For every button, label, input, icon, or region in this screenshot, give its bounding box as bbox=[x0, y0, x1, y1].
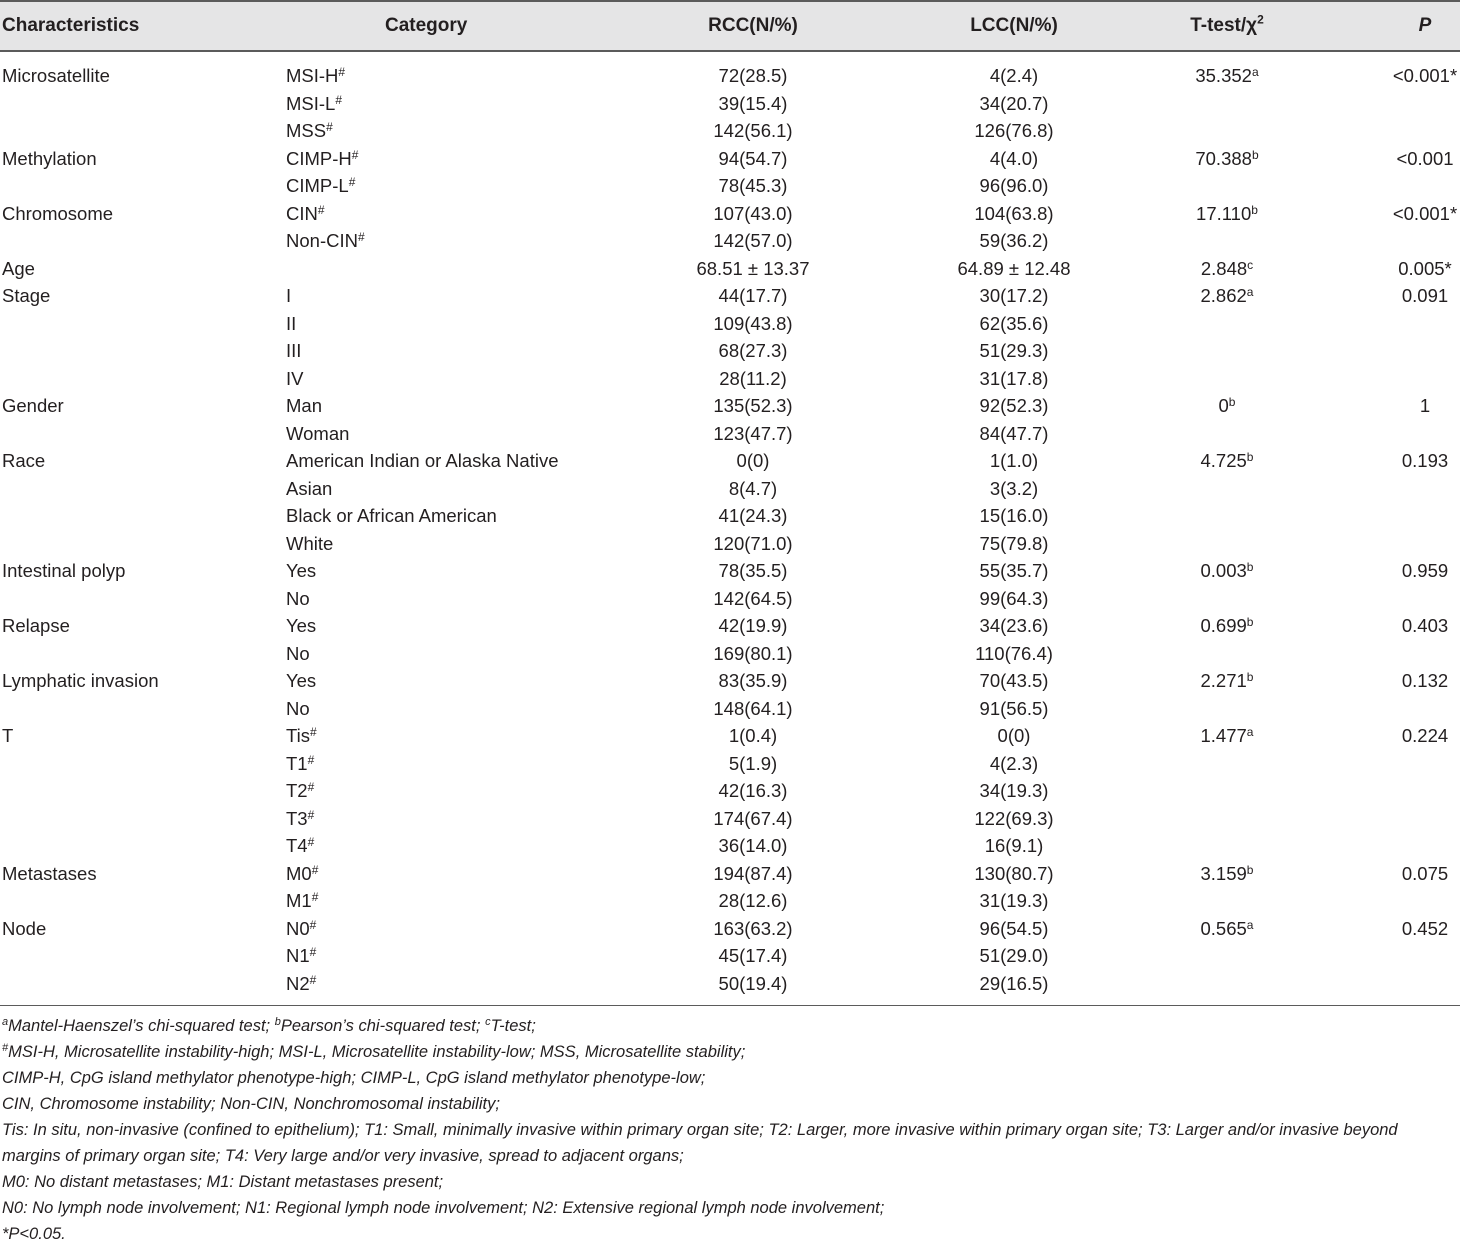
cell-category bbox=[286, 117, 333, 145]
table-row bbox=[0, 887, 1460, 915]
cell-category-text: Non-CIN bbox=[286, 230, 358, 251]
cell-category-sup: # bbox=[307, 780, 315, 794]
cell-category bbox=[286, 310, 296, 338]
cell-p-value: <0.001* bbox=[1392, 202, 1458, 224]
cell-lcc: 126(76.8) bbox=[974, 120, 1054, 141]
cell-rcc: 142(64.5) bbox=[713, 587, 793, 609]
cell-test-sup: a bbox=[1251, 65, 1259, 79]
cell-rcc: 109(43.8) bbox=[713, 312, 793, 334]
cell-rcc: 78(45.3) bbox=[718, 175, 788, 196]
cell-test-value: 2.848 bbox=[1200, 257, 1248, 279]
cell-category bbox=[286, 777, 314, 805]
cell-test-statistic bbox=[1201, 282, 1254, 310]
cell-category bbox=[286, 915, 316, 943]
cell-test-sup: b bbox=[1251, 147, 1259, 162]
cell-lcc: 34(19.3) bbox=[979, 780, 1049, 801]
cell-category bbox=[286, 942, 316, 970]
table-row bbox=[0, 337, 1460, 365]
cell-lcc: 64.89 ± 12.48 bbox=[957, 257, 1071, 279]
cell-characteristic: Gender bbox=[2, 395, 64, 416]
cell-lcc: 91(56.5) bbox=[979, 697, 1049, 719]
table-header bbox=[0, 0, 1460, 52]
cell-test-sup: b bbox=[1251, 202, 1258, 217]
footnote-b-sup: b bbox=[274, 1016, 281, 1028]
cell-test-statistic bbox=[1201, 722, 1254, 750]
cell-lcc: 99(64.3) bbox=[979, 587, 1049, 609]
cell-rcc: 28(11.2) bbox=[719, 367, 787, 389]
footnote-a-sup: a bbox=[2, 1016, 9, 1028]
table-row bbox=[0, 695, 1460, 723]
cell-category-text: White bbox=[286, 532, 334, 554]
cell-p-value: 0.091 bbox=[1401, 285, 1449, 306]
header-lcc: LCC(N/%) bbox=[970, 15, 1058, 36]
cell-category-text: No bbox=[286, 587, 310, 609]
cell-lcc: 96(54.5) bbox=[979, 917, 1049, 939]
cell-lcc: 130(80.7) bbox=[974, 862, 1054, 884]
cell-category-text: IV bbox=[286, 367, 304, 389]
cell-test-value: 17.110 bbox=[1196, 202, 1252, 224]
footnote-metastases: M0: No distant metastases; M1: Distant metastases present; bbox=[2, 1173, 444, 1191]
cell-characteristic: Intestinal polyp bbox=[2, 560, 126, 581]
cell-lcc: 96(96.0) bbox=[979, 175, 1049, 196]
cell-category bbox=[286, 282, 291, 310]
cell-p-value: 0.452 bbox=[1401, 917, 1449, 939]
cell-lcc: 4(2.4) bbox=[989, 65, 1039, 86]
cell-rcc: 8(4.7) bbox=[728, 477, 778, 499]
cell-lcc: 51(29.3) bbox=[979, 340, 1049, 361]
cell-rcc: 169(80.1) bbox=[713, 642, 793, 664]
cell-rcc: 148(64.1) bbox=[713, 697, 793, 719]
cell-category-sup: # bbox=[309, 917, 317, 932]
table-row bbox=[0, 722, 1460, 750]
table-row bbox=[0, 200, 1460, 228]
cell-rcc: 107(43.0) bbox=[713, 202, 793, 224]
table-row bbox=[0, 502, 1460, 530]
cell-category-text: I bbox=[286, 285, 292, 306]
cell-category bbox=[286, 887, 318, 915]
table-footnotes bbox=[2, 1013, 1458, 1247]
table-row bbox=[0, 227, 1460, 255]
cell-test-value: 70.388 bbox=[1195, 147, 1252, 169]
cell-category bbox=[286, 585, 310, 613]
cell-test-statistic bbox=[1201, 667, 1254, 695]
cell-category bbox=[286, 970, 316, 998]
cell-p-value: 0.075 bbox=[1401, 862, 1449, 884]
table-row bbox=[0, 805, 1460, 833]
cell-test-value: 4.725 bbox=[1200, 450, 1247, 471]
cell-test-statistic bbox=[1195, 145, 1258, 173]
cell-rcc: 45(17.4) bbox=[718, 945, 788, 966]
cell-category-text: M0 bbox=[286, 862, 312, 884]
cell-category-text: CIMP-L bbox=[286, 175, 349, 196]
cell-p-value: <0.001 bbox=[1396, 147, 1454, 169]
cell-category-sup: # bbox=[317, 202, 325, 217]
header-p: P bbox=[1418, 15, 1432, 36]
cell-test-statistic bbox=[1201, 447, 1254, 475]
cell-rcc: 28(12.6) bbox=[718, 890, 788, 911]
header-rcc: RCC(N/%) bbox=[708, 15, 798, 36]
cell-category-text: III bbox=[286, 340, 302, 361]
cell-category-text: II bbox=[286, 312, 297, 334]
footnote-msi bbox=[2, 1039, 1458, 1065]
cell-lcc: 30(17.2) bbox=[979, 285, 1049, 306]
cell-rcc: 39(15.4) bbox=[718, 92, 788, 114]
cell-category-text: American Indian or Alaska Native bbox=[286, 450, 559, 471]
footnote-cimp: CIMP-H, CpG island methylator phenotype-high; CIMP-L, CpG island methylator phenotype-low; bbox=[2, 1069, 706, 1087]
cell-test-statistic bbox=[1219, 392, 1236, 420]
cell-rcc: 120(71.0) bbox=[713, 532, 793, 554]
cell-category-sup: # bbox=[357, 230, 365, 244]
cell-category-text: N0 bbox=[286, 917, 310, 939]
cell-rcc: 174(67.4) bbox=[713, 807, 793, 829]
cell-test-value: 3.159 bbox=[1200, 862, 1247, 884]
cell-category-text: Asian bbox=[286, 477, 333, 499]
cell-category-sup: # bbox=[307, 752, 315, 767]
cell-test-sup: b bbox=[1228, 395, 1236, 409]
cell-category-text: Yes bbox=[286, 560, 317, 581]
cell-rcc: 36(14.0) bbox=[718, 835, 788, 856]
cell-p-value: 1 bbox=[1419, 395, 1431, 416]
cell-p-value: 0.403 bbox=[1401, 615, 1449, 636]
header-characteristics: Characteristics bbox=[2, 15, 140, 36]
cell-lcc: 59(36.2) bbox=[979, 230, 1049, 251]
table-row bbox=[0, 447, 1460, 475]
cell-test-statistic bbox=[1195, 62, 1258, 90]
table-row bbox=[0, 145, 1460, 173]
cell-test-sup: b bbox=[1246, 670, 1254, 684]
cell-lcc: 1(1.0) bbox=[989, 450, 1039, 471]
cell-lcc: 3(3.2) bbox=[989, 477, 1039, 499]
cell-category-sup: # bbox=[351, 147, 359, 162]
table-row bbox=[0, 860, 1460, 888]
cell-p-value: 0.132 bbox=[1401, 670, 1449, 691]
cell-lcc: 110(76.4) bbox=[975, 642, 1053, 664]
cell-rcc: 123(47.7) bbox=[713, 422, 793, 444]
cell-lcc: 34(20.7) bbox=[979, 92, 1049, 114]
cell-category-sup: # bbox=[335, 92, 343, 107]
table-row bbox=[0, 557, 1460, 585]
cell-test-value: 0.565 bbox=[1200, 917, 1247, 939]
cell-characteristic: Microsatellite bbox=[2, 65, 110, 86]
table-row bbox=[0, 172, 1460, 200]
cell-rcc: 44(17.7) bbox=[718, 285, 788, 306]
cell-test-statistic bbox=[1201, 612, 1254, 640]
cell-category bbox=[286, 502, 497, 530]
table-row bbox=[0, 915, 1460, 943]
cell-p-value: <0.001* bbox=[1392, 65, 1458, 86]
cell-category bbox=[286, 420, 349, 448]
table-row bbox=[0, 62, 1460, 90]
table-body bbox=[0, 62, 1460, 997]
table-row bbox=[0, 310, 1460, 338]
table-row bbox=[0, 667, 1460, 695]
cell-category-text: Black or African American bbox=[286, 505, 497, 526]
cell-category bbox=[286, 722, 317, 750]
cell-test-value: 0.003 bbox=[1200, 560, 1247, 581]
table-row bbox=[0, 365, 1460, 393]
cell-category bbox=[286, 365, 303, 393]
cell-characteristic: T bbox=[2, 725, 14, 746]
cell-characteristic: Race bbox=[2, 450, 46, 471]
cell-test-statistic bbox=[1201, 557, 1254, 585]
cell-rcc: 5(1.9) bbox=[728, 752, 778, 774]
cell-test-value: 2.862 bbox=[1200, 285, 1247, 306]
cell-category bbox=[286, 62, 345, 90]
cell-category-text: N1 bbox=[286, 945, 310, 966]
footnote-cin: CIN, Chromosome instability; Non-CIN, Nonchromosomal instability; bbox=[2, 1095, 500, 1113]
cell-p-value: 0.224 bbox=[1401, 725, 1449, 746]
cell-characteristic: Age bbox=[2, 257, 35, 279]
cell-rcc: 135(52.3) bbox=[713, 395, 793, 416]
table-row bbox=[0, 392, 1460, 420]
cell-characteristic: Chromosome bbox=[2, 202, 114, 224]
cell-test-statistic bbox=[1201, 255, 1253, 283]
cell-test-sup: b bbox=[1246, 560, 1254, 574]
footnote-significance: *P<0.05. bbox=[2, 1225, 66, 1243]
cell-p-value: 0.005* bbox=[1398, 257, 1452, 279]
cell-test-statistic bbox=[1201, 915, 1254, 943]
cell-lcc: 31(17.8) bbox=[979, 367, 1049, 389]
cell-rcc: 68.51 ± 13.37 bbox=[696, 257, 810, 279]
cell-rcc: 72(28.5) bbox=[718, 65, 788, 86]
cell-test-sup: a bbox=[1246, 725, 1254, 739]
table-row bbox=[0, 90, 1460, 118]
cell-rcc: 0(0) bbox=[736, 450, 770, 471]
cell-rcc: 1(0.4) bbox=[728, 725, 778, 746]
cell-category-text: T4 bbox=[286, 835, 308, 856]
footnote-tests bbox=[2, 1013, 1458, 1039]
table-row bbox=[0, 475, 1460, 503]
cell-p-value: 0.959 bbox=[1401, 560, 1449, 581]
cell-test-statistic bbox=[1196, 200, 1258, 228]
cell-test-value: 0.699 bbox=[1200, 615, 1247, 636]
cell-characteristic: Lymphatic invasion bbox=[2, 670, 159, 691]
cell-category-text: T3 bbox=[286, 807, 308, 829]
cell-test-statistic bbox=[1201, 860, 1254, 888]
cell-lcc: 62(35.6) bbox=[979, 312, 1049, 334]
cell-category bbox=[286, 200, 325, 228]
cell-category bbox=[286, 530, 333, 558]
header-test-label: T-test/χ bbox=[1190, 15, 1258, 36]
table-row bbox=[0, 585, 1460, 613]
cell-category bbox=[286, 640, 310, 668]
cell-category-sup: # bbox=[311, 862, 319, 877]
cell-category bbox=[286, 475, 332, 503]
cell-lcc: 31(19.3) bbox=[979, 890, 1049, 911]
cell-category-text: M1 bbox=[286, 890, 312, 911]
table-row bbox=[0, 750, 1460, 778]
cell-category bbox=[286, 392, 322, 420]
cell-category-text: N2 bbox=[286, 972, 310, 994]
cell-rcc: 163(63.2) bbox=[713, 917, 793, 939]
cell-lcc: 16(9.1) bbox=[984, 835, 1044, 856]
cell-test-sup: b bbox=[1246, 862, 1254, 877]
header-test-sup: 2 bbox=[1257, 12, 1264, 27]
table-row bbox=[0, 420, 1460, 448]
cell-category bbox=[286, 145, 358, 173]
cell-rcc: 78(35.5) bbox=[718, 560, 788, 581]
cell-category-sup: # bbox=[307, 835, 315, 849]
cell-category bbox=[286, 750, 314, 778]
cell-characteristic: Methylation bbox=[2, 147, 97, 169]
cell-test-sup: b bbox=[1246, 450, 1254, 464]
cell-test-sup: a bbox=[1246, 917, 1254, 932]
cell-category-text: MSI-H bbox=[286, 65, 339, 86]
cell-category bbox=[286, 337, 301, 365]
cell-lcc: 84(47.7) bbox=[979, 422, 1049, 444]
cell-lcc: 15(16.0) bbox=[979, 505, 1049, 526]
cell-test-value: 0 bbox=[1218, 395, 1229, 416]
table-row bbox=[0, 640, 1460, 668]
cell-characteristic: Stage bbox=[2, 285, 51, 306]
cell-rcc: 41(24.3) bbox=[718, 505, 788, 526]
cell-category bbox=[286, 172, 355, 200]
cell-lcc: 92(52.3) bbox=[979, 395, 1049, 416]
cell-characteristic: Relapse bbox=[2, 615, 70, 636]
cell-category bbox=[286, 557, 316, 585]
cell-rcc: 142(57.0) bbox=[713, 230, 793, 251]
cell-lcc: 55(35.7) bbox=[979, 560, 1049, 581]
cell-lcc: 70(43.5) bbox=[979, 670, 1049, 691]
cell-category-sup: # bbox=[307, 807, 315, 822]
cell-category bbox=[286, 612, 316, 640]
table-row bbox=[0, 117, 1460, 145]
cell-characteristic: Node bbox=[2, 917, 47, 939]
footnote-c: T-test; bbox=[490, 1017, 536, 1035]
cell-rcc: 194(87.4) bbox=[713, 862, 793, 884]
cell-category-sup: # bbox=[326, 120, 333, 134]
cell-category-text: Yes bbox=[286, 615, 317, 636]
cell-p-value: 0.193 bbox=[1401, 450, 1449, 471]
footnote-hash-sup: # bbox=[2, 1042, 9, 1054]
footnote-b: Pearson’s chi-squared test; bbox=[280, 1017, 486, 1035]
footnote-msi-text: MSI-H, Microsatellite instability-high; MSI-L, Microsatellite instability-low; MSS, Microsatellite stability; bbox=[8, 1043, 746, 1061]
cell-category-text: T1 bbox=[286, 752, 308, 774]
cell-category-text: T2 bbox=[286, 780, 308, 801]
table-row bbox=[0, 970, 1460, 998]
cell-category-sup: # bbox=[311, 890, 319, 904]
cell-category bbox=[286, 90, 342, 118]
header-category: Category bbox=[385, 15, 468, 36]
cell-category bbox=[286, 227, 365, 255]
table-row bbox=[0, 282, 1460, 310]
cell-test-sup: a bbox=[1246, 285, 1254, 299]
cell-lcc: 4(2.3) bbox=[989, 752, 1039, 774]
cell-category bbox=[286, 695, 310, 723]
cell-category bbox=[286, 447, 559, 475]
cell-rcc: 94(54.7) bbox=[718, 147, 788, 169]
table-row bbox=[0, 530, 1460, 558]
cell-lcc: 4(4.0) bbox=[989, 147, 1039, 169]
cell-category-text: Yes bbox=[286, 670, 317, 691]
cell-test-value: 35.352 bbox=[1195, 65, 1252, 86]
cell-rcc: 42(16.3) bbox=[718, 780, 788, 801]
cell-lcc: 34(23.6) bbox=[979, 615, 1049, 636]
cell-category bbox=[286, 667, 316, 695]
cell-rcc: 42(19.9) bbox=[718, 615, 788, 636]
footnote-a: Mantel-Haenszel’s chi-squared test; bbox=[8, 1017, 275, 1035]
footnote-node: N0: No lymph node involvement; N1: Regional lymph node involvement; N2: Extensive regional lymph node involvement; bbox=[2, 1199, 885, 1217]
cell-category-sup: # bbox=[338, 65, 346, 79]
cell-category-text: CIN bbox=[286, 202, 318, 224]
cell-characteristic: Metastases bbox=[2, 862, 97, 884]
cell-category-sup: # bbox=[309, 972, 317, 987]
cell-category bbox=[286, 832, 314, 860]
cell-category-text: MSS bbox=[286, 120, 327, 141]
table-row bbox=[0, 777, 1460, 805]
cell-test-value: 2.271 bbox=[1200, 670, 1247, 691]
cell-test-value: 1.477 bbox=[1200, 725, 1247, 746]
cell-rcc: 83(35.9) bbox=[718, 670, 788, 691]
cell-test-sup: c bbox=[1247, 257, 1254, 272]
cell-category-text: No bbox=[286, 642, 310, 664]
cell-category-sup: # bbox=[309, 945, 317, 959]
cell-category bbox=[286, 805, 314, 833]
cell-category-sup: # bbox=[348, 175, 356, 189]
cell-category-sup: # bbox=[309, 725, 317, 739]
footnote-tstage: Tis: In situ, non-invasive (confined to epithelium); T1: Small, minimally invasive within primary organ site; T2: Larger, more invasive within primary organ site; T3: Larger and/or invasive beyond margins of primary organ site; T4: Very large and/or very invasive, spread to adjacent organs; bbox=[2, 1121, 1398, 1165]
cell-category-text: Woman bbox=[286, 422, 350, 444]
cell-category-text: No bbox=[286, 697, 310, 719]
header-test bbox=[1190, 14, 1264, 38]
cell-category-text: Man bbox=[286, 395, 322, 416]
table-row bbox=[0, 832, 1460, 860]
cell-lcc: 51(29.0) bbox=[979, 945, 1049, 966]
cell-category-text: Tis bbox=[286, 725, 310, 746]
cell-category-text: CIMP-H bbox=[286, 147, 352, 169]
cell-category-text: MSI-L bbox=[286, 92, 336, 114]
cell-rcc: 50(19.4) bbox=[718, 972, 788, 994]
cell-lcc: 75(79.8) bbox=[979, 532, 1049, 554]
cell-lcc: 104(63.8) bbox=[974, 202, 1054, 224]
cell-lcc: 0(0) bbox=[997, 725, 1031, 746]
cell-lcc: 29(16.5) bbox=[979, 972, 1049, 994]
cell-test-sup: b bbox=[1246, 615, 1254, 629]
footnote-c-sup: c bbox=[485, 1016, 491, 1028]
table-row bbox=[0, 612, 1460, 640]
cell-rcc: 142(56.1) bbox=[713, 120, 793, 141]
cell-rcc: 68(27.3) bbox=[718, 340, 788, 361]
cell-lcc: 122(69.3) bbox=[974, 807, 1054, 829]
table-row bbox=[0, 255, 1460, 283]
table-bottom-rule bbox=[0, 1005, 1460, 1006]
table-row bbox=[0, 942, 1460, 970]
cell-category bbox=[286, 860, 318, 888]
